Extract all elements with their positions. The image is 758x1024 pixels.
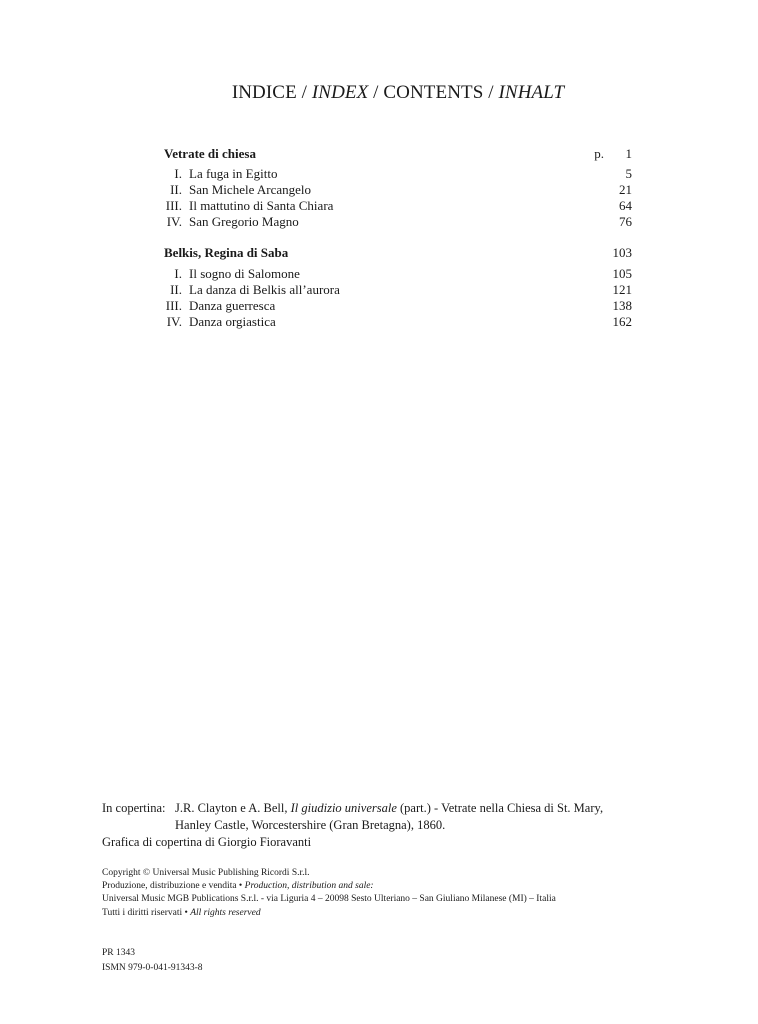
page-number: 64: [619, 198, 632, 213]
movement-title: Il mattutino di Santa Chiara: [189, 198, 334, 213]
page-number: 5: [625, 166, 632, 181]
work-title: Vetrate di chiesa: [164, 146, 256, 161]
page-number: 103: [612, 245, 632, 260]
cover-credits: [102, 800, 662, 851]
page-number: 121: [612, 282, 632, 297]
movement-numeral: II.: [170, 282, 182, 297]
catalog-number: PR 1343: [102, 948, 135, 958]
movement-title: La fuga in Egitto: [189, 166, 278, 181]
movement-row: [164, 282, 632, 298]
title-contents: / CONTENTS /: [368, 82, 499, 103]
movement-title: Danza guerresca: [189, 298, 276, 313]
movement-row: [164, 182, 632, 198]
movement-numeral: III.: [165, 298, 182, 313]
movement-title: San Gregorio Magno: [189, 214, 299, 229]
cover-artists: J.R. Clayton e A. Bell,: [175, 801, 291, 815]
cover-artwork-info: (part.) - Vetrate nella Chiesa di St. Mary,: [396, 801, 604, 815]
cover-line: [102, 800, 662, 817]
movement-numeral: IV.: [166, 314, 182, 329]
page-number: 1: [625, 146, 632, 161]
cover-line: [102, 817, 662, 834]
movement-numeral: I.: [174, 166, 182, 181]
production-it: Produzione, distribuzione e vendita •: [102, 881, 245, 892]
cover-location: Hanley Castle, Worcestershire (Gran Bretagna), 1860.: [175, 818, 446, 832]
movement-numeral: IV.: [166, 214, 182, 229]
catalog-codes: [102, 946, 203, 975]
movement-title: Danza orgiastica: [189, 314, 276, 329]
cover-label: In copertina:: [102, 801, 166, 815]
legal-notice: [102, 867, 702, 920]
page-number: 138: [612, 298, 632, 313]
page-number: 21: [619, 182, 632, 197]
publisher-line: Universal Music MGB Publications S.r.l. - via Liguria 4 – 20098 Sesto Ulteriano – San Giuliano Milanese (MI) – Italia: [102, 894, 556, 905]
page-title: [0, 82, 758, 104]
movement-title: Il sogno di Salomone: [189, 266, 300, 281]
movement-row: [164, 266, 632, 282]
movement-row: [164, 298, 632, 314]
movement-numeral: I.: [174, 266, 182, 281]
movement-row: [164, 214, 632, 230]
copyright-line: Copyright © Universal Music Publishing Ricordi S.r.l.: [102, 868, 310, 878]
cover-graphics-credit: Grafica di copertina di Giorgio Fioravanti: [102, 835, 312, 849]
cover-line: [102, 834, 662, 851]
title-index: INDEX: [311, 82, 369, 103]
movement-title: La danza di Belkis all’aurora: [189, 282, 340, 297]
movement-title: San Michele Arcangelo: [189, 182, 312, 197]
rights-en: All rights reserved: [190, 907, 261, 918]
rights-it: Tutti i diritti riservati •: [102, 907, 191, 918]
movement-numeral: II.: [170, 182, 182, 197]
work-heading: [164, 245, 632, 263]
cover-text: [175, 800, 603, 817]
page-number: 105: [612, 266, 632, 281]
page-number: 76: [619, 214, 632, 229]
movement-row: [164, 166, 632, 182]
rights-line: [102, 907, 702, 920]
movement-numeral: III.: [165, 198, 182, 213]
work-heading: [164, 146, 632, 164]
title-inhalt: INHALT: [498, 82, 565, 103]
page-number: 162: [612, 314, 632, 329]
cover-artwork-title: Il giudizio universale: [290, 801, 397, 815]
production-en: Production, distribution and sale:: [244, 881, 374, 892]
ismn-code: ISMN 979-0-041-91343-8: [102, 962, 203, 973]
movement-row: [164, 314, 632, 330]
movement-row: [164, 198, 632, 214]
title-indice: INDICE /: [231, 82, 312, 103]
work-title: Belkis, Regina di Saba: [164, 245, 289, 260]
page-label: p.: [594, 146, 604, 161]
production-line: [102, 880, 702, 893]
